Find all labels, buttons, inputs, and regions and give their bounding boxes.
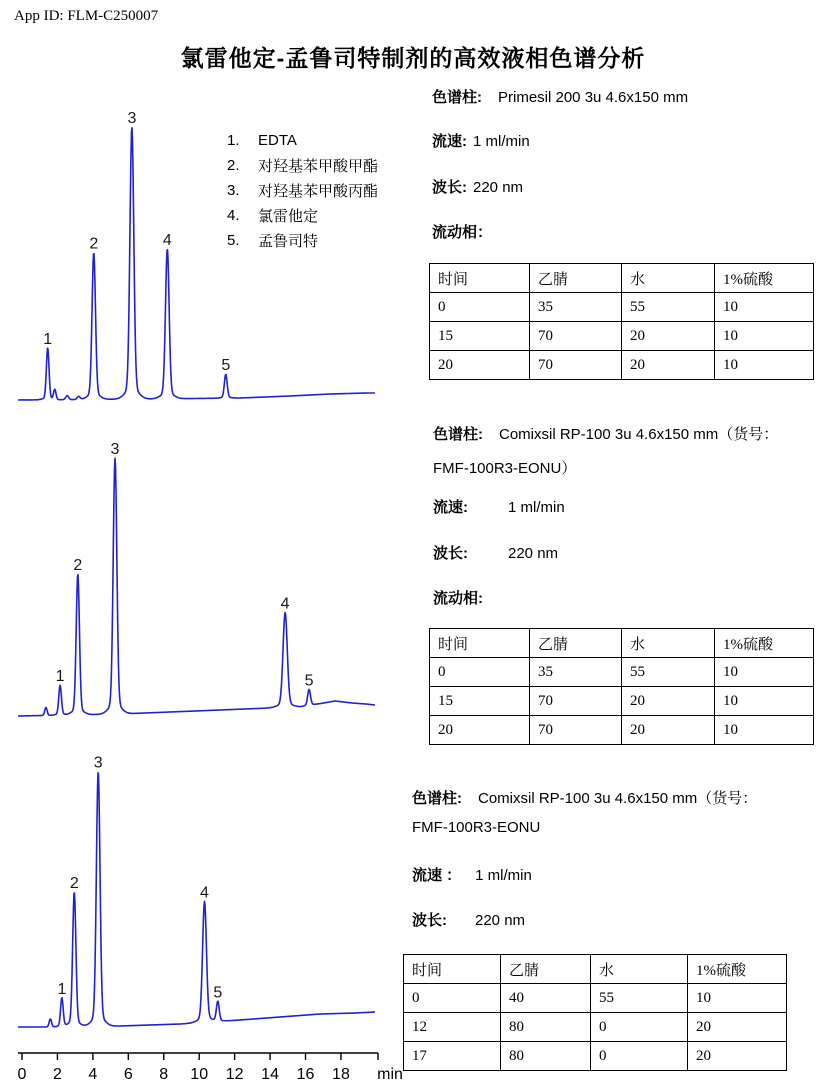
table-header-cell: 水: [622, 629, 715, 658]
table-cell: 55: [622, 293, 715, 322]
table-header-cell: 1%硫酸: [688, 955, 787, 984]
legend-item: [227, 203, 378, 228]
table-cell: 10: [715, 716, 814, 745]
table-row: [430, 322, 814, 351]
table-cell: 80: [501, 1042, 591, 1071]
table-row: [404, 955, 787, 984]
table-row: [430, 264, 814, 293]
peak-label: 4: [162, 231, 172, 249]
table-cell: 17: [404, 1042, 501, 1071]
table-header-cell: 水: [591, 955, 688, 984]
table-cell: 10: [715, 322, 814, 351]
peak-label: 5: [221, 357, 231, 375]
axis-tick-label: 12: [225, 1066, 244, 1083]
table-row: [430, 293, 814, 322]
legend-item: [227, 128, 378, 153]
table-cell: 70: [530, 351, 622, 380]
mobile-phase-table-3: [403, 954, 787, 1071]
table-row: [430, 716, 814, 745]
table-cell: 35: [530, 293, 622, 322]
peak-label: 3: [93, 754, 103, 772]
table-cell: 20: [622, 716, 715, 745]
axis-tick-label: 2: [52, 1066, 62, 1083]
table-row: [430, 629, 814, 658]
axis-tick-label: 18: [332, 1066, 350, 1083]
page-title: 氯雷他定-孟鲁司特制剂的高效液相色谱分析: [180, 45, 646, 71]
table-cell: 20: [622, 687, 715, 716]
wavelength-line: [433, 542, 558, 563]
table-cell: 70: [530, 687, 622, 716]
flow-rate-value: 1 ml/min: [508, 499, 565, 516]
wavelength-value: 220 nm: [475, 912, 526, 929]
column-label: 色谱柱:: [433, 426, 483, 443]
table-cell: 70: [530, 322, 622, 351]
peak-label: 4: [200, 884, 209, 902]
peak-label: 1: [55, 668, 65, 686]
axis-tick-label: 10: [190, 1066, 209, 1083]
mobile-phase-table-1: [429, 263, 814, 380]
table-row: [430, 658, 814, 687]
table-cell: 0: [430, 658, 530, 687]
peak-label: 5: [304, 672, 314, 690]
peak-label: 4: [280, 595, 290, 613]
legend-item: [227, 228, 378, 253]
table-header-cell: 时间: [430, 264, 530, 293]
legend-item-name: 孟鲁司特: [258, 233, 319, 250]
column-value-continued: FMF-100R3-EONU: [412, 819, 541, 836]
table-cell: 0: [404, 984, 501, 1013]
table-cell: 15: [430, 322, 530, 351]
wavelength-label: 波长:: [432, 179, 467, 196]
wavelength-value: 220 nm: [473, 179, 524, 196]
table-header-cell: 乙腈: [501, 955, 591, 984]
table-row: [430, 351, 814, 380]
legend-item: [227, 178, 378, 203]
table-cell: 55: [591, 984, 688, 1013]
axis-tick-label: 4: [88, 1066, 98, 1083]
table-header-cell: 1%硫酸: [715, 629, 814, 658]
axis-unit-label: min: [377, 1066, 403, 1083]
mobile-phase-label: 流动相：: [432, 224, 493, 241]
table-cell: 40: [501, 984, 591, 1013]
table-header-cell: 乙腈: [530, 629, 622, 658]
table-row: [404, 1042, 787, 1071]
peak-legend: [227, 128, 378, 253]
column-spec-line: [433, 423, 778, 444]
chromatogram-trace: [18, 773, 375, 1027]
table-cell: 20: [688, 1042, 787, 1071]
legend-item-number: 5.: [227, 232, 240, 249]
column-value: Comixsil RP-100 3u 4.6x150 mm（货号：: [478, 790, 758, 807]
legend-item-number: 1.: [227, 132, 240, 149]
mobile-phase-label: 流动相:: [433, 590, 483, 607]
table-cell: 55: [622, 658, 715, 687]
table-header-cell: 乙腈: [530, 264, 622, 293]
table-cell: 20: [688, 1013, 787, 1042]
table-row: [430, 687, 814, 716]
flow-rate-label: 流速:: [433, 499, 468, 516]
table-cell: 20: [622, 351, 715, 380]
wavelength-value: 220 nm: [508, 545, 559, 562]
axis-tick-label: 6: [123, 1066, 133, 1083]
table-cell: 10: [715, 687, 814, 716]
peak-label: 5: [213, 984, 223, 1002]
flow-rate-line: [432, 130, 530, 151]
mobile-phase-table-2: [429, 628, 814, 745]
peak-label: 2: [69, 874, 79, 892]
table-cell: 20: [622, 322, 715, 351]
wavelength-label: 波长:: [433, 545, 468, 562]
legend-item-name: 对羟基苯甲酸丙酯: [258, 183, 379, 200]
table-header-cell: 1%硫酸: [715, 264, 814, 293]
wavelength-line: [432, 176, 523, 197]
wavelength-line: [412, 909, 525, 930]
axis-tick-label: 8: [159, 1066, 169, 1083]
table-row: [404, 984, 787, 1013]
flow-rate-value: 1 ml/min: [473, 133, 530, 150]
flow-rate-line: [412, 864, 532, 885]
peak-label: 3: [110, 441, 120, 459]
table-cell: 35: [530, 658, 622, 687]
table-cell: 70: [530, 716, 622, 745]
peak-label: 3: [127, 110, 137, 128]
legend-item-number: 4.: [227, 207, 240, 224]
legend-item-name: 对羟基苯甲酸甲酯: [258, 158, 379, 175]
flow-rate-line: [433, 496, 565, 517]
table-cell: 0: [591, 1042, 688, 1071]
table-cell: 20: [430, 716, 530, 745]
table-header-cell: 水: [622, 264, 715, 293]
axis-tick-label: 14: [261, 1066, 279, 1083]
peak-label: 1: [57, 981, 67, 998]
table-cell: 12: [404, 1013, 501, 1042]
axis-tick-label: 0: [17, 1066, 27, 1083]
wavelength-label: 波长:: [412, 912, 447, 929]
table-cell: 15: [430, 687, 530, 716]
table-cell: 10: [715, 351, 814, 380]
table-row: [404, 1013, 787, 1042]
legend-item-name: 氯雷他定: [258, 208, 319, 225]
table-cell: 10: [688, 984, 787, 1013]
column-label: 色谱柱:: [432, 89, 482, 106]
flow-rate-label: 流速:: [432, 133, 467, 150]
table-cell: 80: [501, 1013, 591, 1042]
flow-rate-label: 流速 ：: [412, 867, 462, 884]
chromatogram-trace: [18, 458, 375, 716]
legend-item-number: 2.: [227, 157, 240, 174]
column-value: Primesil 200 3u 4.6x150 mm: [498, 89, 689, 106]
table-header-cell: 时间: [404, 955, 501, 984]
peak-label: 1: [43, 330, 53, 348]
column-value: Comixsil RP-100 3u 4.6x150 mm（货号：: [499, 426, 779, 443]
table-cell: 10: [715, 658, 814, 687]
axis-tick-label: 16: [296, 1066, 315, 1083]
peak-label: 2: [73, 556, 83, 574]
column-label: 色谱柱:: [412, 790, 462, 807]
column-spec-line: [432, 86, 688, 107]
table-cell: 0: [430, 293, 530, 322]
flow-rate-value: 1 ml/min: [475, 867, 532, 884]
legend-item-number: 3.: [227, 182, 240, 199]
table-header-cell: 时间: [430, 629, 530, 658]
legend-item-name: EDTA: [258, 132, 297, 149]
peak-label: 2: [89, 235, 99, 253]
app-id: App ID: FLM-C250007: [14, 8, 159, 24]
legend-item: [227, 153, 378, 178]
table-cell: 0: [591, 1013, 688, 1042]
table-cell: 20: [430, 351, 530, 380]
column-spec-line: [412, 787, 757, 808]
column-value-continued: FMF-100R3-EONU）: [433, 460, 577, 477]
table-cell: 10: [715, 293, 814, 322]
